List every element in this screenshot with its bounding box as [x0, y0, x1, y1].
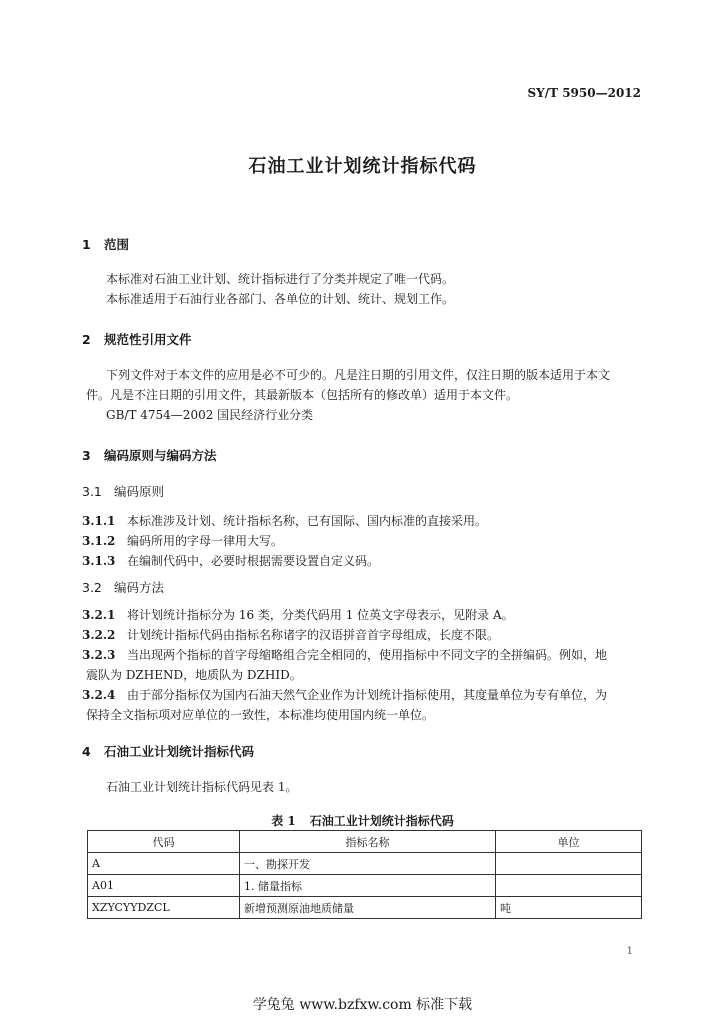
- clause-number: 3.1.3: [82, 554, 116, 568]
- clause-number: 3.1.1: [82, 514, 116, 528]
- clause-3-2-3: [82, 646, 607, 663]
- cell-unit: [496, 875, 642, 897]
- footer-watermark: 学兔兔 www.bzfxw.com 标准下载: [252, 997, 473, 1013]
- clause-number: 3.2.1: [82, 608, 116, 622]
- cell-code: XZYCYYDZCL: [88, 897, 240, 919]
- table-header-row: [88, 831, 642, 853]
- table-row: [88, 853, 642, 875]
- section-number: 4: [82, 744, 91, 759]
- section-number: 2: [82, 332, 91, 347]
- paragraph: 下列文件对于本文件的应用是必不可少的。凡是注日期的引用文件，仅注日期的版本适用于本文: [106, 368, 611, 382]
- section-3-heading: [82, 446, 217, 464]
- cell-indicator-name: 一、勘探开发: [240, 853, 496, 875]
- subsection-title: 编码方法: [114, 580, 165, 595]
- cell-code: A01: [88, 875, 240, 897]
- subsection-number: 3.1: [82, 484, 102, 499]
- clause-3-2-3-continued: 震队为 DZHEND，地质队为 DZHID。: [86, 668, 302, 682]
- cell-indicator-name: 1. 储量指标: [240, 875, 496, 897]
- cell-unit: [496, 853, 642, 875]
- table-row: [88, 875, 642, 897]
- clause-number: 3.2.4: [82, 688, 116, 702]
- clause-3-2-2: [82, 626, 499, 643]
- cell-unit: 吨: [496, 897, 642, 919]
- section-number: 1: [82, 237, 91, 252]
- clause-number: 3.2.2: [82, 628, 116, 642]
- clause-text: 由于部分指标仅为国内石油天然气企业作为计划统计指标使用，其度量单位为专有单位，为: [127, 688, 608, 702]
- section-title: 编码原则与编码方法: [104, 448, 217, 463]
- section-2-heading: [82, 330, 192, 348]
- header-code: 代码: [88, 831, 240, 853]
- table-caption-number: 表 1: [271, 814, 296, 828]
- page-number: 1: [626, 946, 633, 957]
- section-number: 3: [82, 448, 91, 463]
- header-indicator-name: 指标名称: [240, 831, 496, 853]
- paragraph-continued: 件。凡是不注日期的引用文件，其最新版本（包括所有的修改单）适用于本文件。: [86, 388, 519, 402]
- indicator-code-table: [87, 830, 642, 919]
- clause-3-2-1: [82, 606, 514, 623]
- table-row: [88, 897, 642, 919]
- clause-3-1-2: [82, 532, 283, 549]
- paragraph: 本标准适用于石油行业各部门、各单位的计划、统计、规划工作。: [106, 292, 455, 306]
- paragraph: 石油工业计划统计指标代码见表 1。: [106, 780, 298, 794]
- clause-text: 将计划统计指标分为 16 类，分类代码用 1 位英文字母表示，见附录 A。: [127, 608, 514, 622]
- normative-reference: GB/T 4754—2002 国民经济行业分类: [106, 408, 314, 422]
- clause-3-2-4-continued: 保持全文指标项对应单位的一致性，本标准均使用国内统一单位。: [86, 708, 435, 722]
- subsection-3-2-heading: [82, 578, 164, 596]
- section-title: 石油工业计划统计指标代码: [104, 744, 255, 759]
- section-4-heading: [82, 742, 254, 760]
- table-caption-title: 石油工业计划统计指标代码: [309, 814, 454, 828]
- clause-3-1-3: [82, 552, 379, 569]
- subsection-3-1-heading: [82, 482, 164, 500]
- section-1-heading: [82, 235, 129, 253]
- clause-text: 编码所用的字母一律用大写。: [127, 534, 284, 548]
- section-title: 范围: [104, 237, 130, 252]
- table-caption: [0, 812, 725, 829]
- subsection-title: 编码原则: [114, 484, 165, 499]
- document-title: 石油工业计划统计指标代码: [248, 156, 477, 177]
- cell-code: A: [88, 853, 240, 875]
- clause-text: 在编制代码中，必要时根据需要设置自定义码。: [127, 554, 380, 568]
- clause-number: 3.2.3: [82, 648, 116, 662]
- clause-number: 3.1.2: [82, 534, 116, 548]
- clause-text: 本标准涉及计划、统计指标名称，已有国际、国内标准的直接采用。: [127, 514, 488, 528]
- header-unit: 单位: [496, 831, 642, 853]
- cell-indicator-name: 新增预测原油地质储量: [240, 897, 496, 919]
- subsection-number: 3.2: [82, 580, 102, 595]
- clause-3-1-1: [82, 512, 487, 529]
- standard-number: SY/T 5950—2012: [527, 86, 641, 100]
- paragraph: 本标准对石油工业计划、统计指标进行了分类并规定了唯一代码。: [106, 272, 455, 286]
- clause-text: 计划统计指标代码由指标名称诸字的汉语拼音首字母组成，长度不限。: [127, 628, 500, 642]
- clause-text: 当出现两个指标的首字母缩略组合完全相同的，使用指标中不同文字的全拼编码。例如，地: [127, 648, 608, 662]
- section-title: 规范性引用文件: [104, 332, 192, 347]
- clause-3-2-4: [82, 686, 607, 703]
